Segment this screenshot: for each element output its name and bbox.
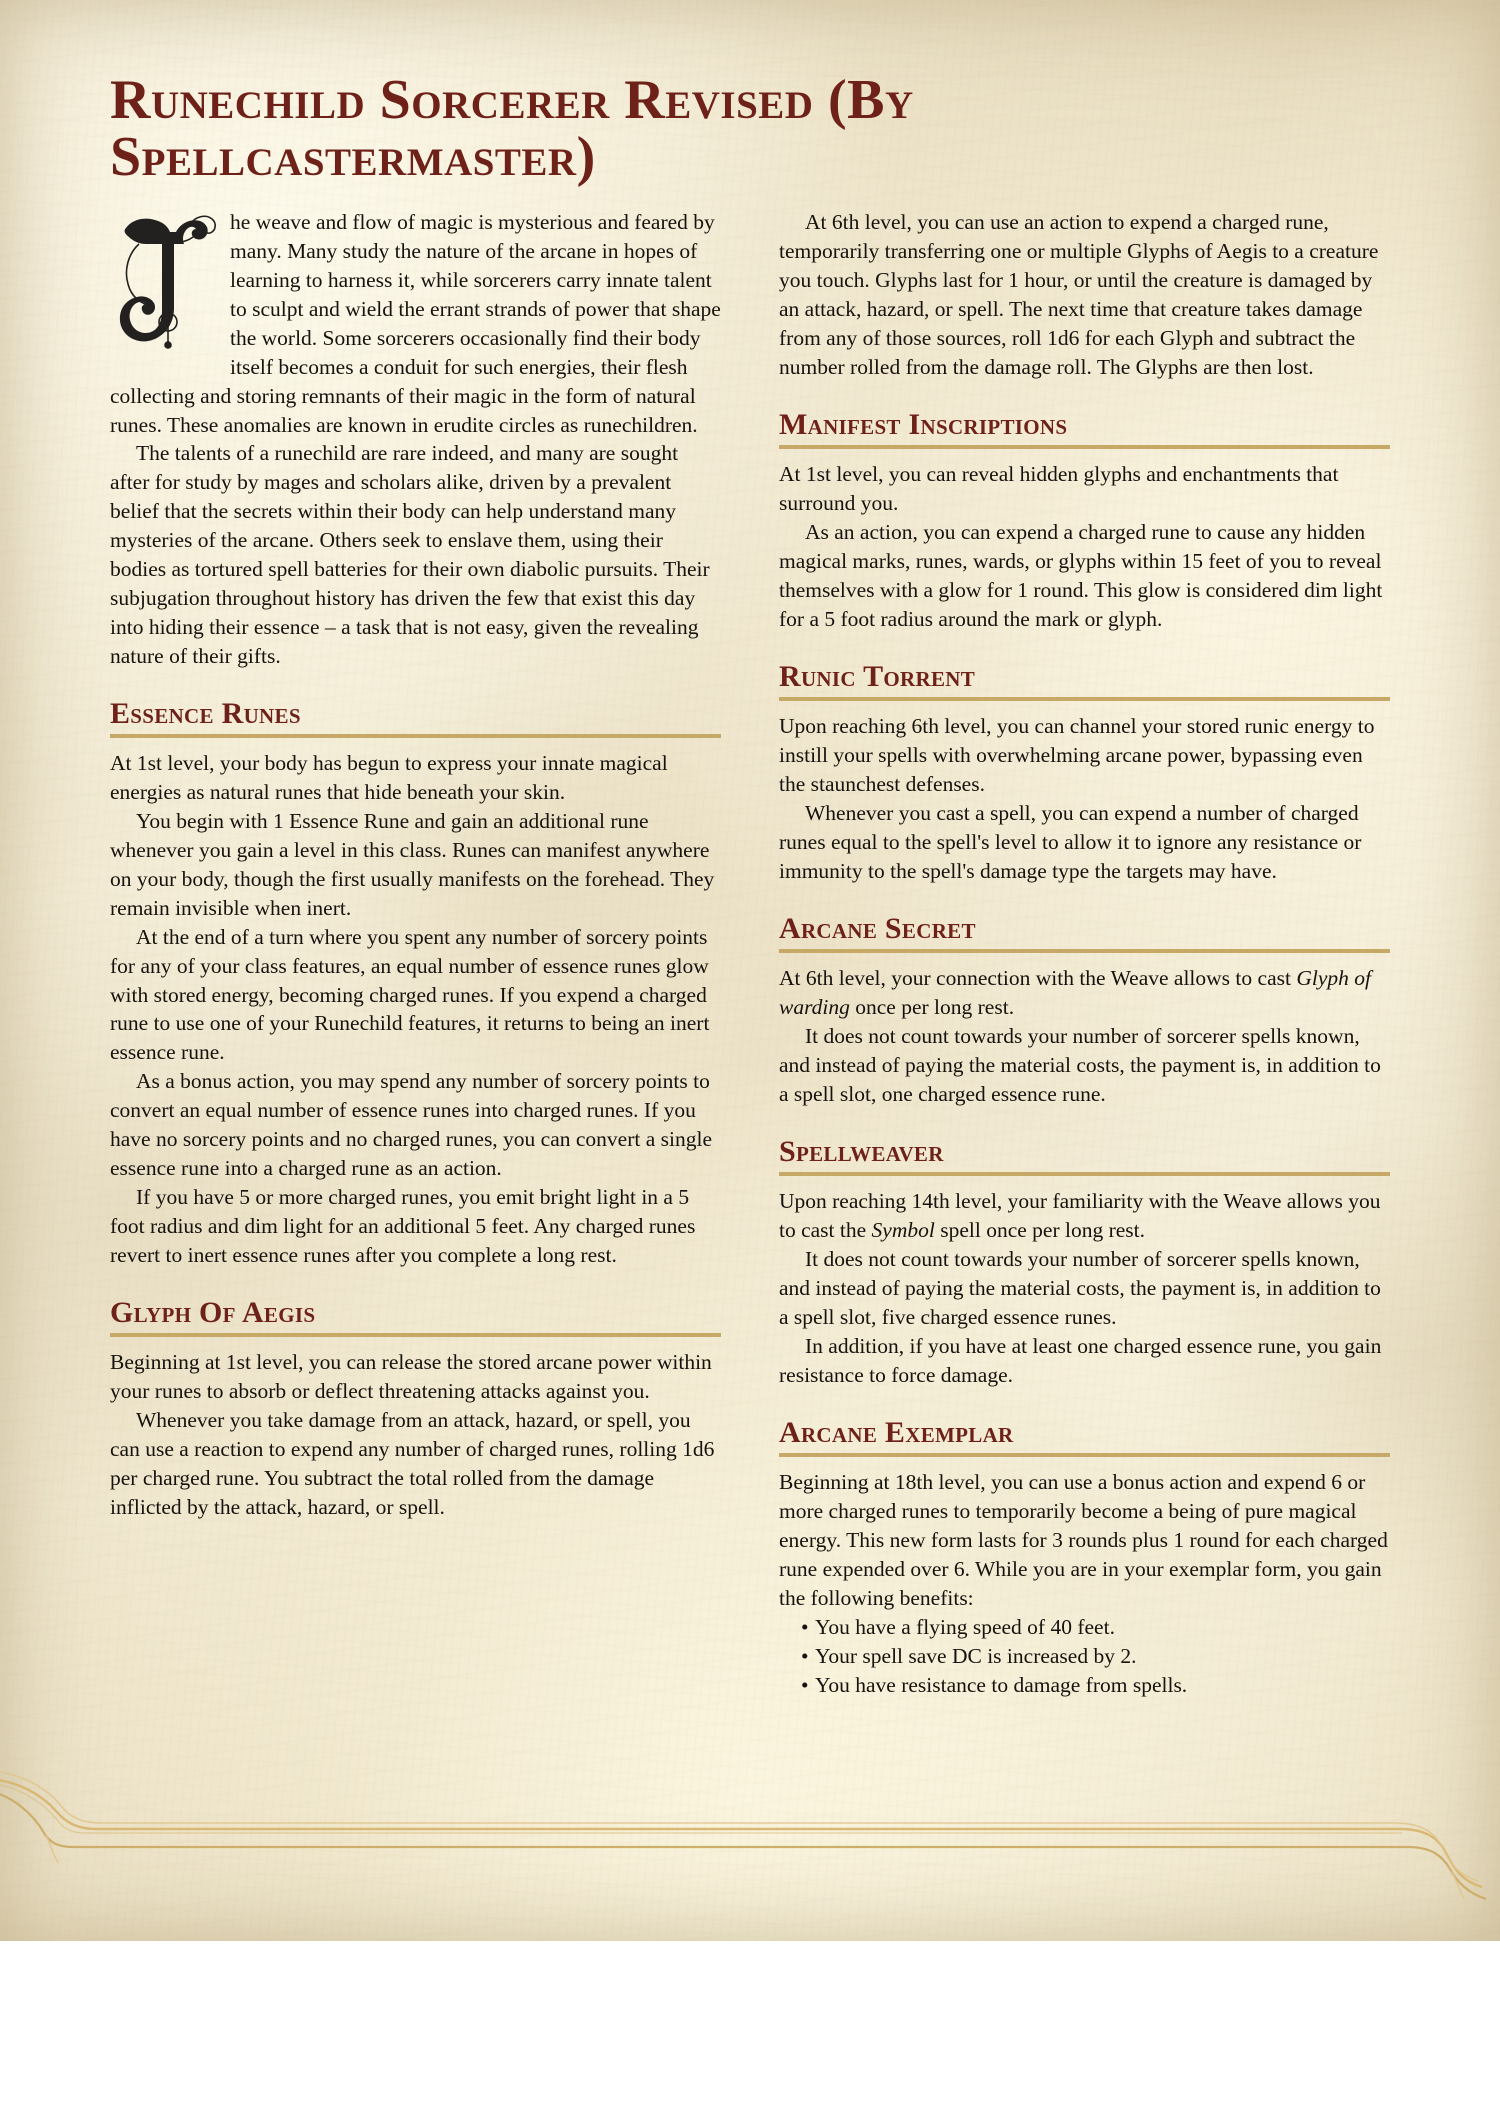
intro-paragraph-1 [110, 208, 721, 439]
list-item: • You have a flying speed of 40 feet. [779, 1613, 1390, 1642]
intro-paragraph-2: The talents of a runechild are rare indeed, and many are sought after for study by mages and scholars alike, driven by a prevalent belief that the secrets within their body can help understand many mysteries of the arcane. Others seek to enslave them, using their bodies as tortured spell batteries for their own diabolic pursuits. Their subjugation throughout history has driven the few that exist this day into hiding their essence – a task that is not easy, given the revealing nature of their gifts. [110, 441, 710, 668]
right-column [779, 208, 1390, 1699]
spellweaver-spell-name: Symbol [871, 1218, 935, 1243]
essence-runes-paragraph-4: As a bonus action, you may spend any number of sorcery points to convert an equal number of essence runes into charged runes. If you have no sorcery points and no charged runes, you can convert a single essence rune into a charged rune as an action. [110, 1069, 713, 1180]
essence-runes-paragraph-3: At the end of a turn where you spent any number of sorcery points for any of your class features, an equal number of essence runes glow with stored energy, becoming charged runes. If you expend a charged rune to use one of your Runechild features, it returns to being an inert essence rune. [110, 924, 710, 1065]
section-heading-arcane-exemplar: Arcane Exemplar [779, 1416, 1390, 1458]
arcane-secret-paragraph-2: It does not count towards your number of sorcerer spells known, and instead of paying the material costs, the payment is, in addition to a spell slot, one charged essence rune. [779, 1024, 1381, 1106]
section-heading-runic-torrent: Runic Torrent [779, 660, 1390, 702]
glyph-of-aegis-paragraph-2: Whenever you take damage from an attack, hazard, or spell, you can use a reaction to expend any number of charged runes, rolling 1d6 per charged rune. You subtract the total rolled from the damage inflicted by the attack, hazard, or spell. [110, 1408, 715, 1519]
spellweaver-text-pre: Upon reaching 14th level, your familiarity with the Weave allows you to cast the [779, 1189, 1381, 1243]
drop-cap-letter-t-icon [106, 204, 224, 354]
page-title: Runechild Sorcerer Revised (By Spellcastermaster) [110, 69, 914, 189]
arcane-secret-text-post: once per long rest. [849, 995, 1015, 1020]
arcane-secret-text-pre: At 6th level, your connection with the Weave allows to cast [779, 966, 1297, 991]
runic-torrent-paragraph-2: Whenever you cast a spell, you can expend a number of charged runes equal to the spell's level to allow it to ignore any resistance or immunity to the spell's damage type the targets may have. [779, 801, 1362, 883]
arcane-exemplar-benefits-list [779, 1613, 1390, 1700]
essence-runes-paragraph-5: If you have 5 or more charged runes, you emit bright light in a 5 foot radius and dim light for an additional 5 feet. Any charged runes revert to inert essence runes after you complete a long rest. [110, 1184, 696, 1267]
section-heading-spellweaver: Spellweaver [779, 1135, 1390, 1177]
arcane-exemplar-paragraph-1: Beginning at 18th level, you can use a bonus action and expend 6 or more charged runes to temporarily become a being of pure magical energy. This new form lasts for 3 rounds plus 1 round for each charged rune expended over 6. While you are in your exemplar form, you gain the following benefits: [779, 1470, 1388, 1610]
spellweaver-paragraph-1 [779, 1187, 1390, 1245]
essence-runes-paragraph-2: You begin with 1 Essence Rune and gain an additional rune whenever you gain a level in this class. Runes can manifest anywhere on your body, though the first usually manifests on the forehead. They remain invisible when inert. [110, 809, 715, 920]
glyph-of-aegis-continued-paragraph: At 6th level, you can use an action to expend a charged rune, temporarily transferring one or multiple Glyphs of Aegis to a creature you touch. Glyphs last for 1 hour, or until the creature is damaged by an attack, hazard, or spell. The next time that creature takes damage from any of those sources, roll 1d6 for each Glyph and subtract the number rolled from the damage roll. The Glyphs are then lost. [779, 210, 1379, 379]
section-heading-arcane-secret: Arcane Secret [779, 912, 1390, 954]
list-item: • Your spell save DC is increased by 2. [779, 1642, 1390, 1671]
two-column-layout [110, 208, 1390, 1699]
runic-torrent-paragraph-1: Upon reaching 6th level, you can channel your stored runic energy to instill your spells with overwhelming arcane power, bypassing even the staunchest defenses. [779, 714, 1375, 797]
manifest-inscriptions-paragraph-2: As an action, you can expend a charged rune to cause any hidden magical marks, runes, wards, or glyphs within 15 feet of you to reveal themselves with a glow for 1 round. This glow is considered dim light for a 5 foot radius around the mark or glyph. [779, 520, 1383, 631]
arcane-secret-spell-name: Glyph of warding [779, 966, 1371, 1020]
left-column [110, 208, 721, 1699]
spellweaver-text-post: spell once per long rest. [934, 1218, 1146, 1243]
manifest-inscriptions-paragraph-1: At 1st level, you can reveal hidden glyphs and enchantments that surround you. [779, 462, 1339, 516]
essence-runes-paragraph-1: At 1st level, your body has begun to express your innate magical energies as natural runes that hide beneath your skin. [110, 751, 668, 805]
section-heading-glyph-of-aegis: Glyph Of Aegis [110, 1296, 721, 1338]
spellweaver-paragraph-3: In addition, if you have at least one charged essence rune, you gain resistance to force damage. [779, 1333, 1382, 1387]
spellweaver-paragraph-2: It does not count towards your number of sorcerer spells known, and instead of paying the material costs, the payment is, in addition to a spell slot, five charged essence runes. [779, 1247, 1381, 1330]
arcane-secret-paragraph-1 [779, 964, 1390, 1022]
intro-paragraph-1-text: he weave and flow of magic is mysterious and feared by many. Many study the nature of the arcane in hopes of learning to harness it, while sorcerers carry innate talent to sculpt and wield the errant strands of power that shape the world. Some sorcerers occasionally find their body itself becomes a conduit for such energies, their flesh collecting and storing remnants of their magic in the form of natural runes. These anomalies are known in erudite circles as runechildren. [110, 210, 721, 437]
list-item: • You have resistance to damage from spells. [779, 1671, 1390, 1700]
section-heading-manifest-inscriptions: Manifest Inscriptions [779, 408, 1390, 450]
section-heading-essence-runes: Essence Runes [110, 697, 721, 739]
glyph-of-aegis-paragraph-1: Beginning at 1st level, you can release the stored arcane power within your runes to absorb or deflect threatening attacks against you. [110, 1350, 712, 1404]
footer-flourish-ornament [0, 1711, 1500, 1941]
